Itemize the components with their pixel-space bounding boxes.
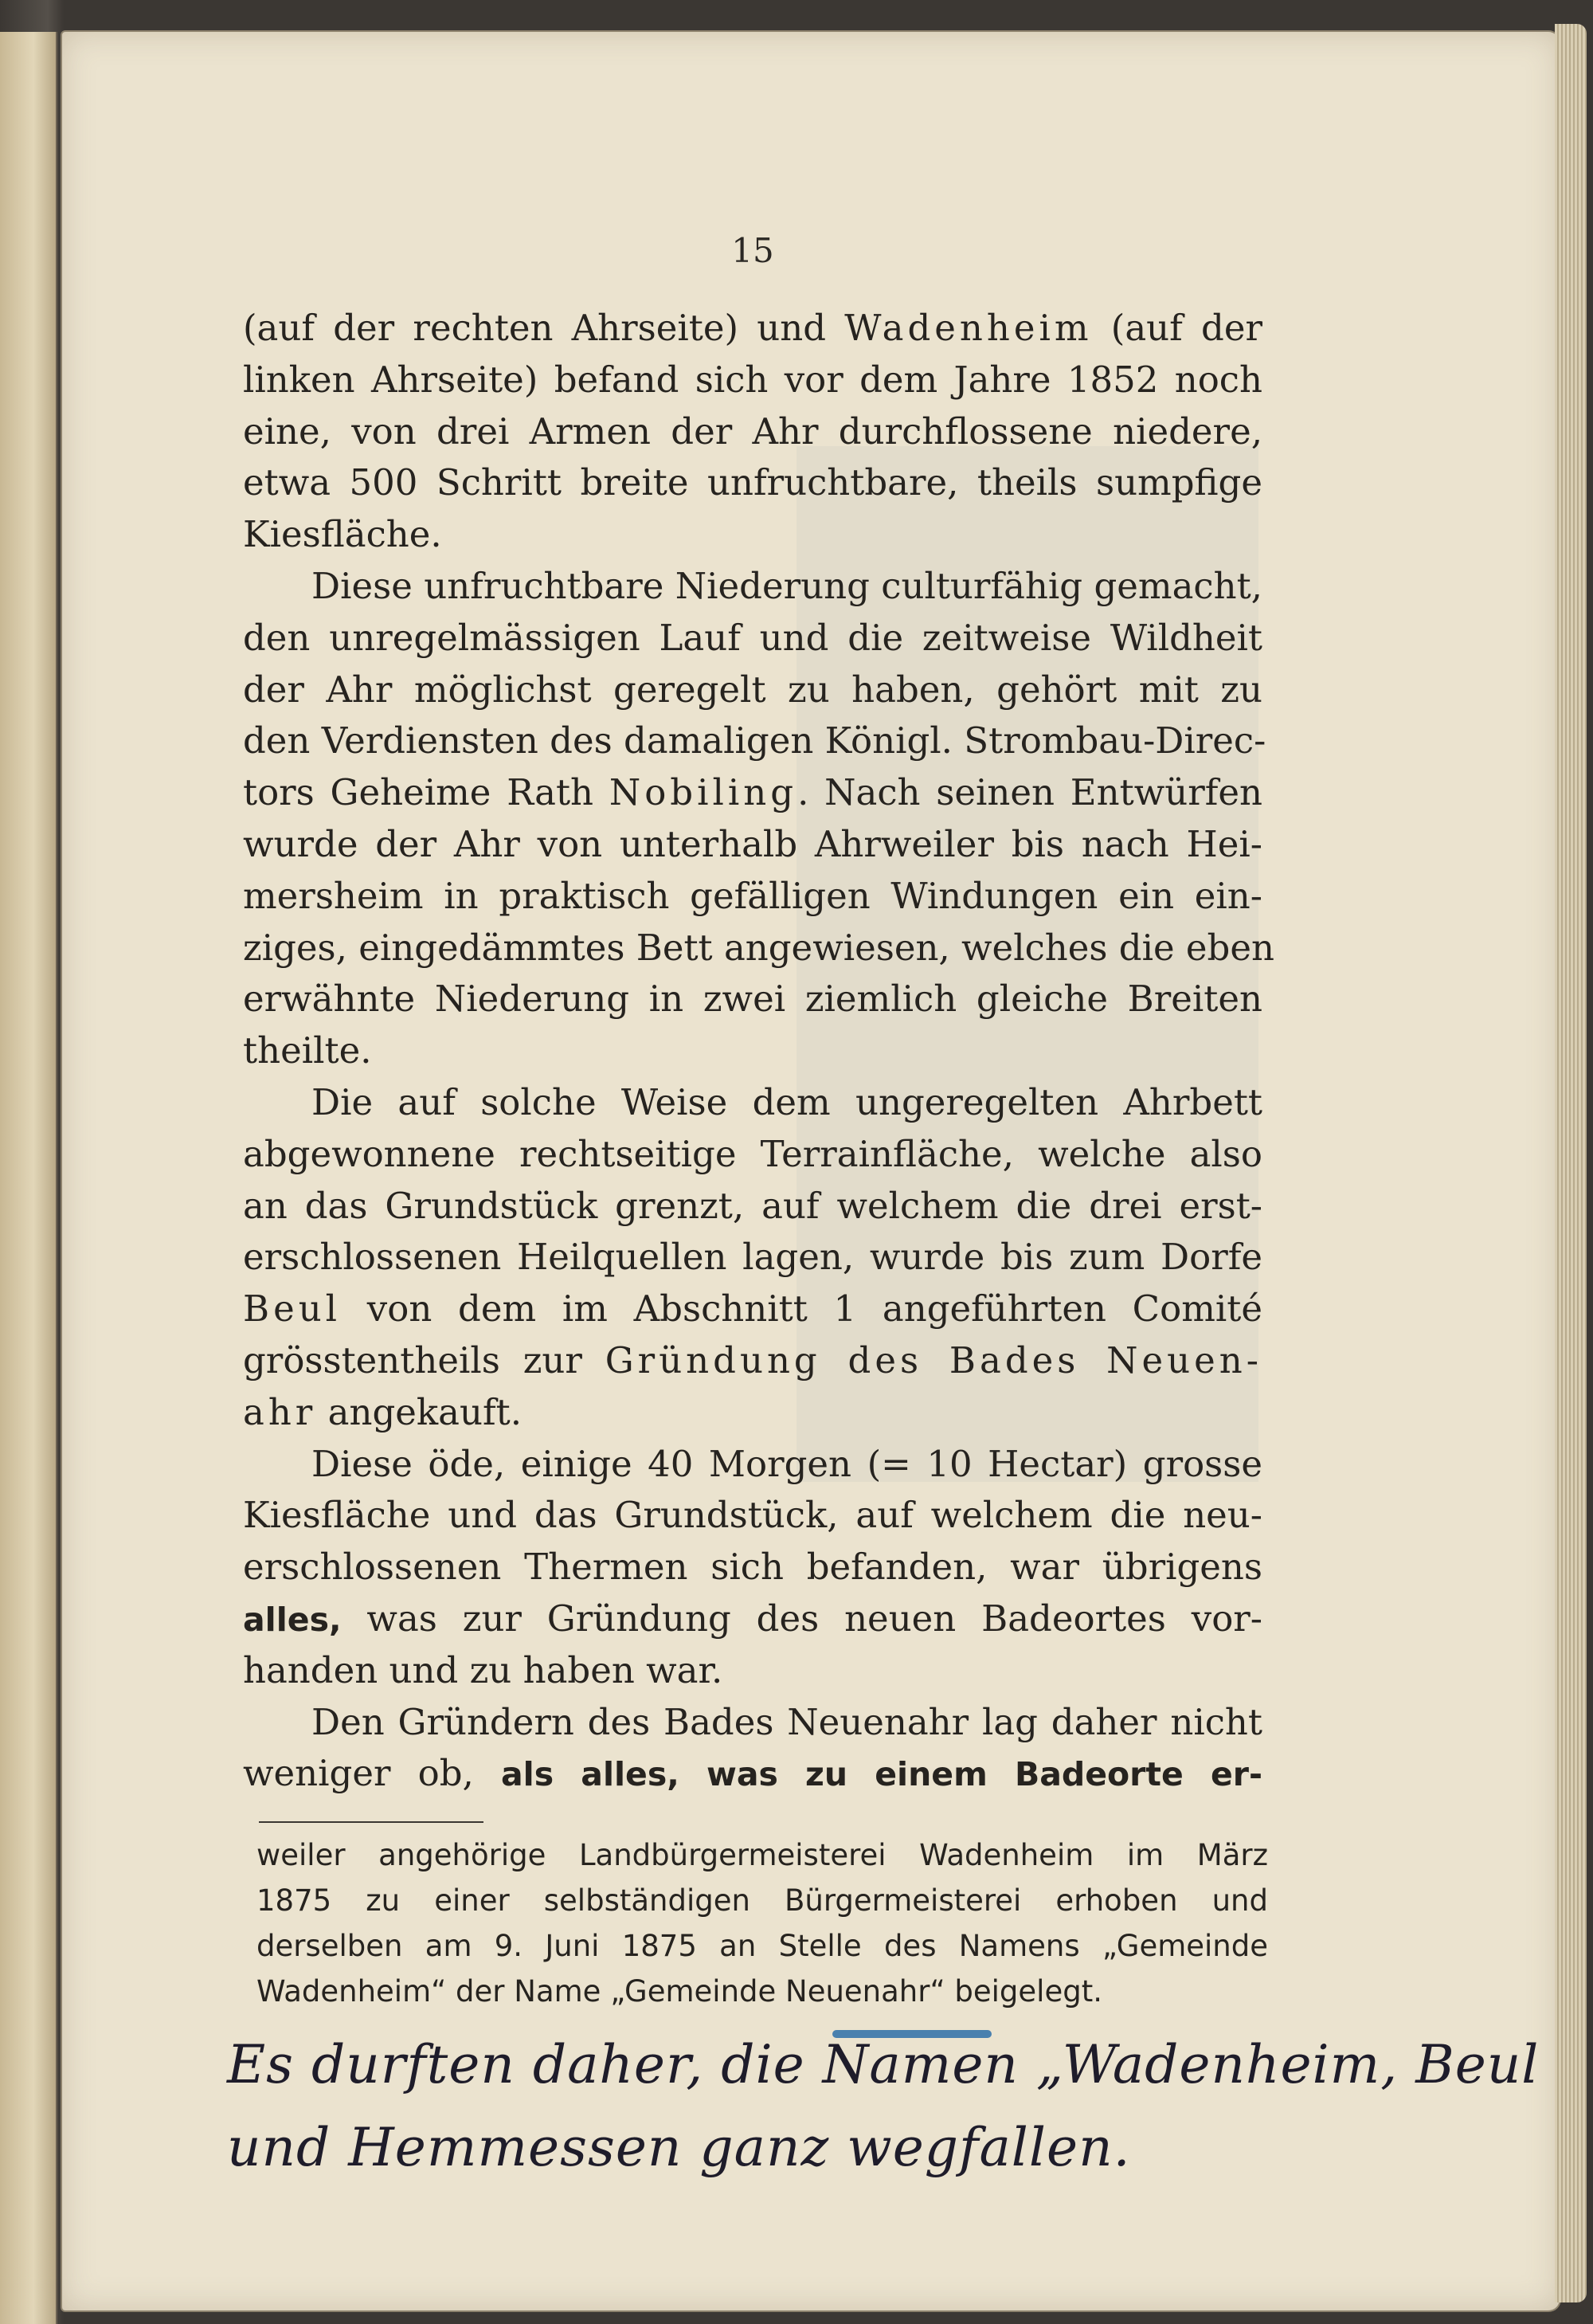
text-line: erschlossenen Thermen sich befanden, war übrigens [243, 1546, 1262, 1589]
text-line: ahr angekauft. [243, 1390, 523, 1433]
handwritten-annotation [227, 2024, 1549, 2189]
text-line: etwa 500 Schritt breite unfruchtbare, theils sumpfige [243, 461, 1262, 504]
text-line: erschlossenen Heilquellen lagen, wurde bis zum Dorfe [243, 1236, 1262, 1279]
text-line: eine, von drei Armen der Ahr durchflossene niedere, [243, 410, 1262, 453]
handwritten-line: und Hemmessen ganz wegfallen. [227, 2117, 1131, 2178]
text-line: mersheim in praktisch gefälligen Windungen ein ein- [243, 874, 1262, 917]
text-line: (auf der rechten Ahrseite) und Wadenheim (auf der [243, 307, 1262, 349]
text-line: ziges, eingedämmtes Bett angewiesen, welches die eben [243, 926, 1274, 969]
text-line: den unregelmässigen Lauf und die zeitweise Wildheit [243, 616, 1262, 659]
text-line: Diese unfruchtbare Niederung culturfähig gemacht, [311, 564, 1262, 607]
page-number: 15 [731, 231, 774, 270]
text-line: Die auf solche Weise dem ungeregelten Ahrbett [311, 1080, 1262, 1123]
text-line: handen und zu haben war. [243, 1648, 723, 1691]
body-text [243, 303, 1274, 1800]
text-line: tors Geheime Rath Nobiling. Nach seinen Entwürfen [243, 771, 1262, 814]
footnote-line: weiler angehörige Landbürgermeisterei Wadenheim im März [256, 1838, 1268, 1872]
text-line: linken Ahrseite) befand sich vor dem Jahre 1852 noch [243, 358, 1262, 401]
left-page-edge [0, 32, 57, 2324]
text-line: erwähnte Niederung in zwei ziemlich gleiche Breiten [243, 978, 1262, 1021]
text-line: Diese öde, einige 40 Morgen (= 10 Hectar) grosse [311, 1442, 1262, 1485]
footnote-line: 1875 zu einer selbständigen Bürgermeisterei erhoben und [256, 1883, 1268, 1918]
text-line: Beul von dem im Abschnitt 1 angeführten Comité [243, 1287, 1262, 1331]
text-line: Den Gründern des Bades Neuenahr lag daher nicht [311, 1700, 1262, 1743]
text-line: weniger ob, als alles, was zu einem Badeorte er- [243, 1752, 1262, 1795]
footnote-divider [259, 1821, 483, 1823]
text-line: den Verdiensten des damaligen Königl. Strombau-Direc- [243, 719, 1266, 762]
footnote-line: derselben am 9. Juni 1875 an Stelle des Namens „Gemeinde [256, 1929, 1268, 1963]
text-line: wurde der Ahr von unterhalb Ahrweiler bis nach Hei- [243, 822, 1262, 865]
text-line: der Ahr möglichst geregelt zu haben, gehört mit zu [243, 668, 1262, 711]
text-line: abgewonnene rechtseitige Terrainfläche, welche also [243, 1132, 1262, 1175]
handwritten-line: Es durften daher, die Namen „Wadenheim, Beul [227, 2034, 1540, 2095]
text-line: Kiesfläche und das Grundstück, auf welchem die neu- [243, 1494, 1262, 1537]
text-line: alles, was zur Gründung des neuen Badeortes vor- [243, 1597, 1262, 1640]
page-stack-edges [1555, 24, 1587, 2302]
footnote [256, 1832, 1268, 2014]
text-line: Kiesfläche. [243, 513, 442, 556]
text-line: an das Grundstück grenzt, auf welchem die drei erst- [243, 1184, 1262, 1227]
footnote-line: Wadenheim“ der Name „Gemeinde Neuenahr“ beigelegt. [256, 1974, 1102, 2009]
text-line: theilte. [243, 1029, 372, 1072]
text-line: grösstentheils zur Gründung des Bades Neuen- [243, 1338, 1262, 1381]
